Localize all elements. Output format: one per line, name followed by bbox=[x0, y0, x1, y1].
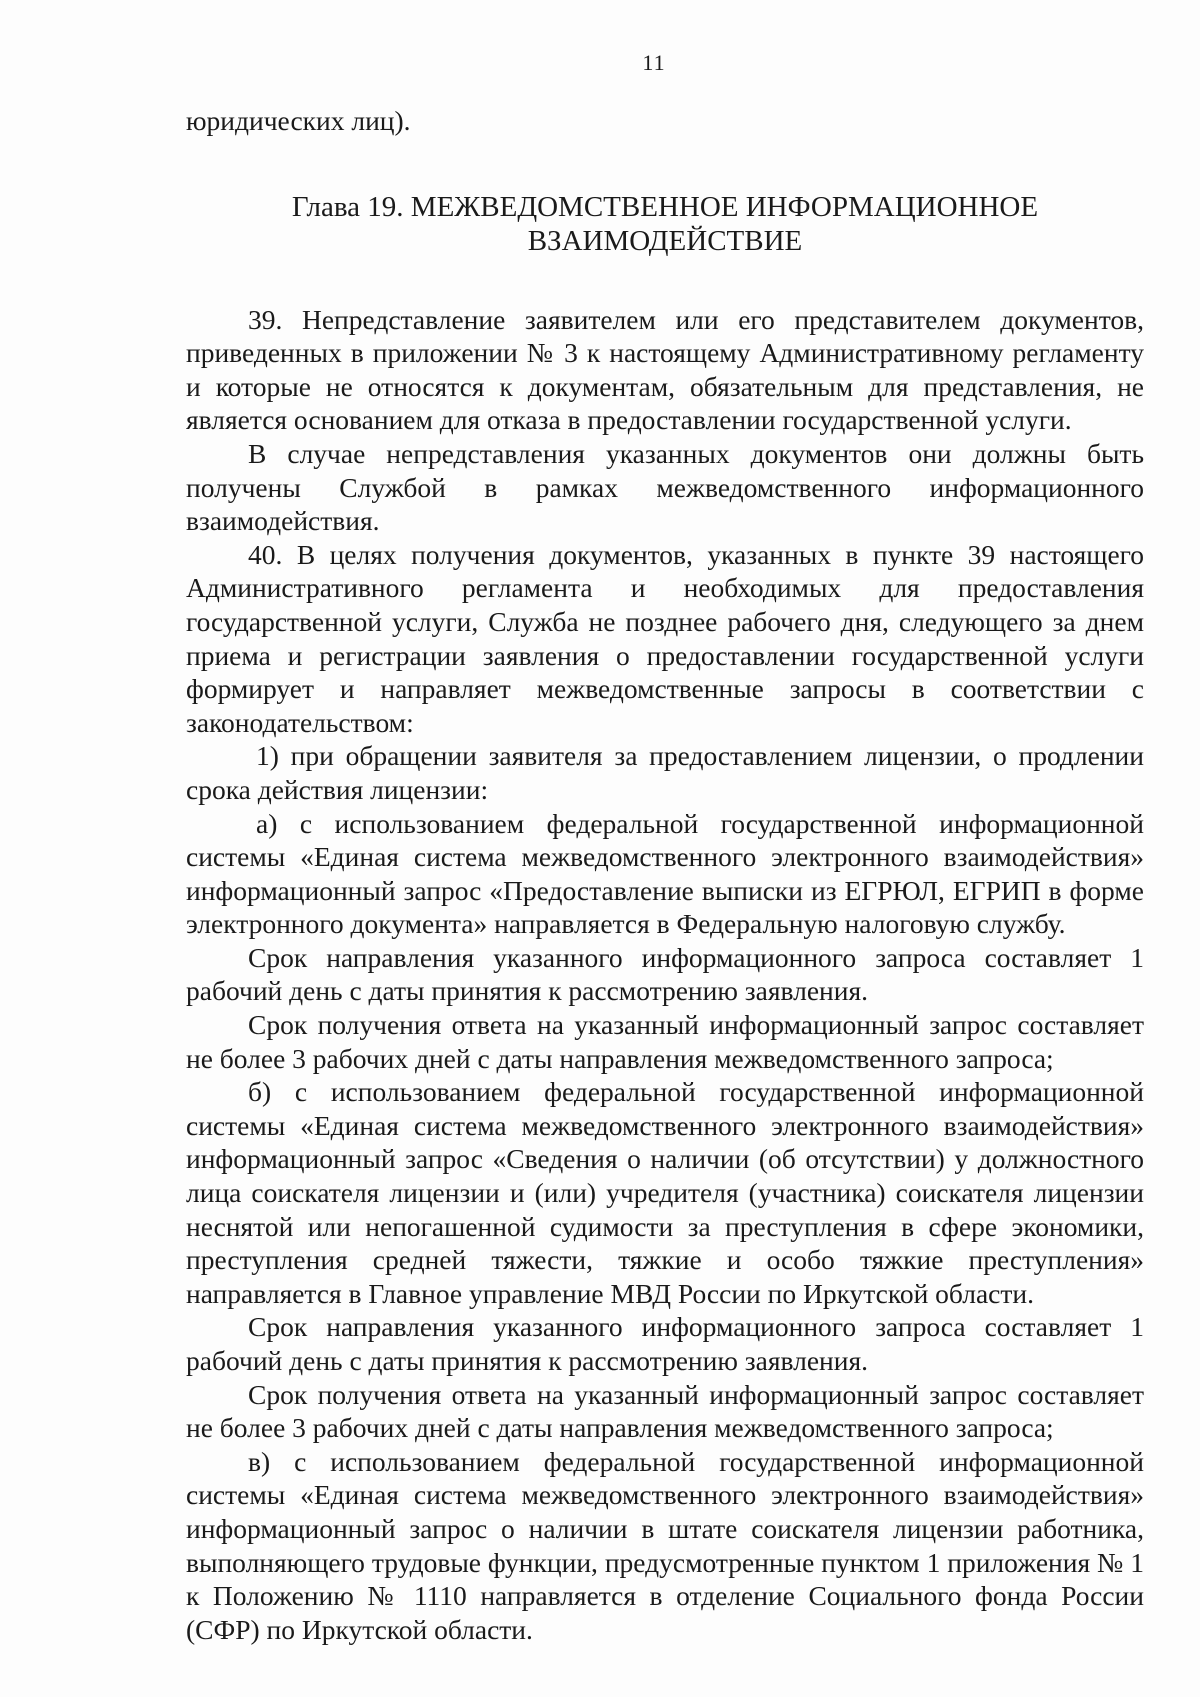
subitem-a-send-term: Срок направления указанного информационного запроса составляет 1 рабочий день с даты принятия к рассмотрению заявления. bbox=[186, 941, 1144, 1007]
subitem-a-response-term: Срок получения ответа на указанный информационный запрос составляет не более 3 рабочих дней с даты направления межведомственного запроса; bbox=[186, 1009, 1144, 1074]
chapter-heading bbox=[186, 190, 1144, 258]
paragraph-39-continuation: В случае непредставления указанных документов они должны быть получены Службой в рамках межведомственного информационного взаимодействия. bbox=[186, 437, 1144, 537]
item-1: 1) при обращении заявителя за предоставлением лицензии, о продлении срока действия лицензии: bbox=[186, 740, 1144, 805]
paragraph-39: 39. Непредставление заявителем или его представителем документов, приведенных в приложении № 3 к настоящему Административному регламенту и которые не относятся к документам, обязательным для представления, не является основанием для отказа в предоставлении государственной услуги. bbox=[186, 303, 1144, 436]
document-body bbox=[186, 104, 1144, 1646]
intro-fragment: юридических лиц). bbox=[186, 105, 411, 136]
subitem-v: в) с использованием федеральной государственной информационной системы «Единая система межведомственного электронного взаимодействия» информационный запрос о наличии в штате соискателя лицензии работника, выполняющего трудовые функции, предусмотренные пунктом 1 приложения № 1 к Положению № 1110 направляется в отделение Социального фонда России (СФР) по Иркутской области. bbox=[186, 1445, 1144, 1645]
paragraph-40: 40. В целях получения документов, указанных в пункте 39 настоящего Административного регламента и необходимых для предоставления государственной услуги, Служба не позднее рабочего дня, следующего за днем приема и регистрации заявления о предоставлении государственной услуги формирует и направляет межведомственные запросы в соответствии с законодательством: bbox=[186, 538, 1144, 738]
subitem-b-response-term: Срок получения ответа на указанный информационный запрос составляет не более 3 рабочих дней с даты направления межведомственного запроса; bbox=[186, 1378, 1144, 1444]
subitem-a: а) с использованием федеральной государственной информационной системы «Единая система межведомственного электронного взаимодействия» информационный запрос «Предоставление выписки из ЕГРЮЛ, ЕГРИП в форме электронного документа» направляется в Федеральную налоговую службу. bbox=[186, 807, 1144, 940]
chapter-heading-line-2: ВЗАИМОДЕЙСТВИЕ bbox=[527, 224, 803, 257]
chapter-heading-line-1: Глава 19. МЕЖВЕДОМСТВЕННОЕ ИНФОРМАЦИОННОЕ bbox=[291, 190, 1039, 223]
page-number: 11 bbox=[642, 50, 666, 75]
subitem-b: б) с использованием федеральной государственной информационной системы «Единая система межведомственного электронного взаимодействия» информационный запрос «Сведения о наличии (об отсутствии) у должностного лица соискателя лицензии и (или) учредителя (участника) соискателя лицензии неснятой или непогашенной судимости за преступления в сфере экономики, преступления средней тяжести, тяжкие и особо тяжкие преступления» направляется в Главное управление МВД России по Иркутской области. bbox=[186, 1076, 1144, 1309]
subitem-b-send-term: Срок направления указанного информационного запроса составляет 1 рабочий день с даты принятия к рассмотрению заявления. bbox=[186, 1311, 1144, 1376]
